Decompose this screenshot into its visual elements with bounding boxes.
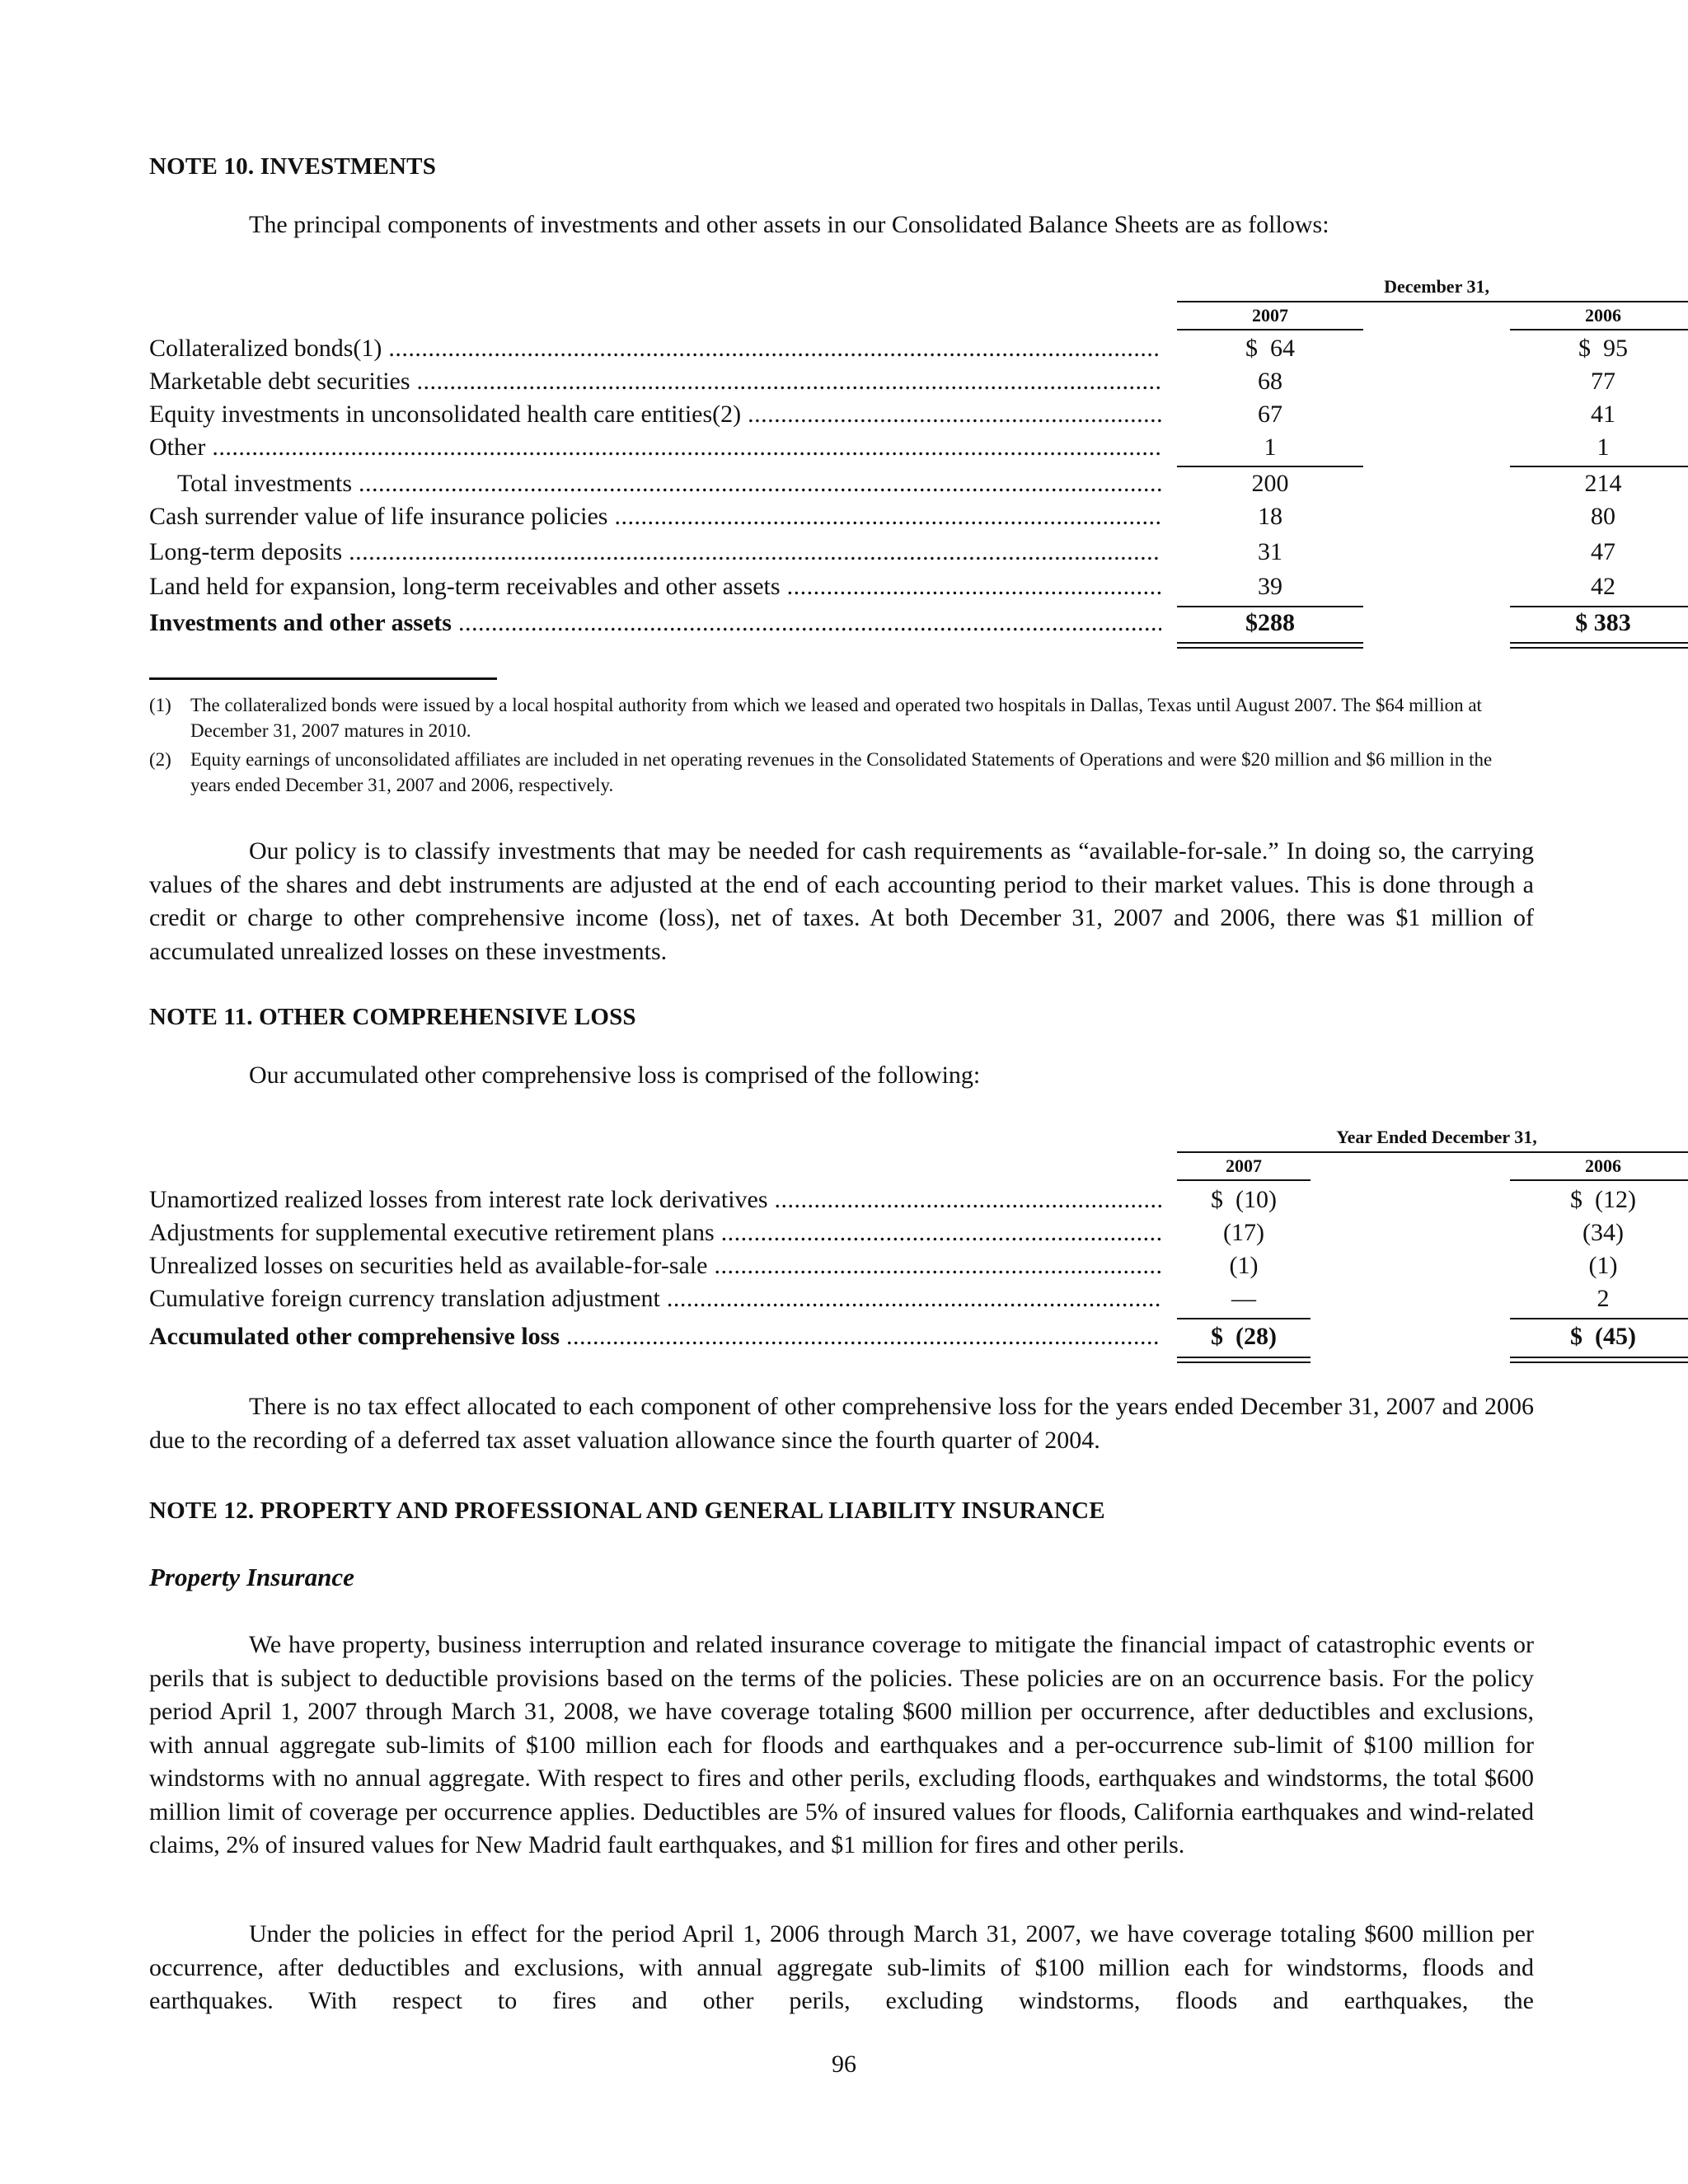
value-2007: $ (10) [1211,1186,1277,1213]
year-header-2007: 2007 [1252,305,1288,326]
total-rule-2006 [1510,606,1688,607]
year-rule-2006 [1510,329,1688,330]
value-2006: 1 [1597,434,1610,461]
row-label: Other ..... [149,434,1161,462]
row-label: Collateralized bonds(1) ..... [149,335,1161,363]
year-rule-2007 [1177,1179,1311,1181]
value-2006: 77 [1591,368,1615,395]
row-label: Land held for expansion, long-term receivables and other assets ..... [149,573,1161,601]
note-11-intro: Our accumulated other comprehensive loss is comprised of the following: [249,1062,981,1089]
row-label: Cash surrender value of life insurance policies ..... [149,503,1161,531]
footnote-2 [149,747,1534,798]
property-insurance-paragraph-1: We have property, business interruption and related insurance coverage to mitigate the financial impact of catastrophic events or perils that is subject to deductible provisions based on the terms of the policies. These policies are on an occurrence basis. For the policy period April 1, 2007 through March 31, 2008, we have coverage totaling $600 million per occurrence, after deductibles and exclusions, with annual aggregate sub-limits of $100 million each for floods and earthquakes and a per-occurrence sub-limit of $100 million for windstorms with no annual aggregate. With respect to fires and other perils, excluding floods, earthquakes and windstorms, the total $600 million limit of coverage per occurrence applies. Deductibles are 5% of insured values for floods, California earthquakes and wind-related claims, 2% of insured values for New Madrid fault earthquakes, and $1 million for fires and other perils. [149,1631,1534,1858]
value-2007: $288 [1245,609,1295,636]
value-2007: — [1231,1285,1256,1312]
page-number: 96 [832,2050,856,2078]
value-2007: (17) [1223,1219,1264,1246]
row-label: Investments and other assets ..... [149,609,1161,637]
value-2006: 47 [1591,538,1615,565]
value-2007: (1) [1229,1252,1259,1279]
double-rule-2007-b [1177,1361,1311,1363]
value-2007: 1 [1264,434,1277,461]
value-2006: $ 383 [1575,609,1631,636]
row-label: Cumulative foreign currency translation adjustment ..... [149,1285,1161,1313]
row-label: Long-term deposits ..... [149,538,1161,566]
value-2007: 31 [1258,538,1282,565]
double-rule-2006-a [1510,1357,1688,1358]
value-2007: 18 [1258,503,1282,530]
double-rule-2006-b [1510,1361,1688,1363]
value-2006: $ (45) [1570,1323,1636,1350]
double-rule-2006-a [1510,642,1688,644]
property-insurance-subheading: Property Insurance [149,1563,354,1591]
value-2006: 2 [1597,1285,1610,1312]
value-2007: 67 [1258,401,1282,428]
total-rule-2007 [1177,606,1363,607]
value-2006: 80 [1591,503,1615,530]
row-label: Unrealized losses on securities held as available-for-sale ..... [149,1252,1161,1280]
year-header-2007: 2007 [1226,1155,1262,1176]
value-2006: 41 [1591,401,1615,428]
row-label: Adjustments for supplemental executive retirement plans ..... [149,1219,1161,1247]
value-2006: (1) [1588,1252,1618,1279]
value-2007: $ 64 [1245,335,1295,362]
header-rule [1177,301,1688,302]
year-header-2006: 2006 [1585,1155,1621,1176]
note-12-heading: NOTE 12. PROPERTY AND PROFESSIONAL AND GENERAL LIABILITY INSURANCE [149,1497,1105,1524]
value-2006: $ (12) [1570,1186,1636,1213]
note-11-heading: NOTE 11. OTHER COMPREHENSIVE LOSS [149,1004,636,1030]
value-2007: $ (28) [1211,1323,1277,1350]
double-rule-2006-b [1510,647,1688,649]
row-label: Accumulated other comprehensive loss ..... [149,1323,1161,1351]
year-header-2006: 2006 [1585,305,1621,326]
subtotal-rule-2007 [1177,466,1363,467]
property-insurance-paragraph-2: Under the policies in effect for the period April 1, 2006 through March 31, 2007, we have coverage totaling $600 million per occurrence, after deductibles and exclusions, with annual aggregate sub-limits of $100 million each for windstorms, floods and earthquakes. With respect to fires and other perils, excluding windstorms, floods and earthquakes, the [149,1920,1534,2014]
subtotal-rule-2006 [1510,1318,1688,1319]
note-10-intro: The principal components of investments and other assets in our Consolidated Balance Sheets are as follows: [249,211,1329,238]
year-rule-2006 [1510,1179,1688,1181]
value-2007: 200 [1251,470,1289,497]
footnote-text: The collateralized bonds were issued by a local hospital authority from which we leased and operated two hospitals in Dallas, Texas until August 2007. The $64 million at December 31, 2007 matures in 2010. [190,695,1482,741]
footnote-1 [149,692,1534,743]
value-2007: 39 [1258,573,1282,600]
tax-effect-paragraph: There is no tax effect allocated to each component of other comprehensive loss for the years ended December 31, 2007 and 2006 due to the recording of a deferred tax asset valuation allowance since the fourth quarter of 2004. [149,1393,1534,1454]
table-span-header: Year Ended December 31, [1336,1127,1537,1147]
footnote-number: (2) [149,749,171,770]
table-span-header: December 31, [1384,276,1489,297]
value-2006: 214 [1584,470,1622,497]
footnote-rule [149,677,497,680]
row-label: Marketable debt securities ..... [149,368,1161,396]
subtotal-rule-2007 [1177,1318,1311,1319]
subtotal-rule-2006 [1510,466,1688,467]
value-2006: $ 95 [1578,335,1628,362]
value-2007: 68 [1258,368,1282,395]
double-rule-2007-a [1177,642,1363,644]
year-rule-2007 [1177,329,1363,330]
footnote-text: Equity earnings of unconsolidated affiliates are included in net operating revenues in the Consolidated Statements of Operations and were $20 million and $6 million in the years ended December 31, 2007 and 2006, respectively. [190,749,1493,795]
row-label: Equity investments in unconsolidated health care entities(2) ..... [149,401,1161,429]
note-10-heading: NOTE 10. INVESTMENTS [149,153,437,180]
row-label: Total investments ..... [149,470,1161,498]
header-rule [1177,1151,1688,1153]
row-label: Unamortized realized losses from interest rate lock derivatives ..... [149,1186,1161,1214]
footnote-number: (1) [149,695,171,715]
investment-policy-paragraph: Our policy is to classify investments that may be needed for cash requirements as “available-for-sale.” In doing so, the carrying values of the shares and debt instruments are adjusted at the end of each accounting period to their market values. This is done through a credit or charge to other comprehensive income (loss), net of taxes. At both December 31, 2007 and 2006, there was $1 million of accumulated unrealized losses on these investments. [149,837,1534,965]
value-2006: 42 [1591,573,1615,600]
value-2006: (34) [1582,1219,1624,1246]
double-rule-2007-a [1177,1357,1311,1358]
double-rule-2007-b [1177,647,1363,649]
